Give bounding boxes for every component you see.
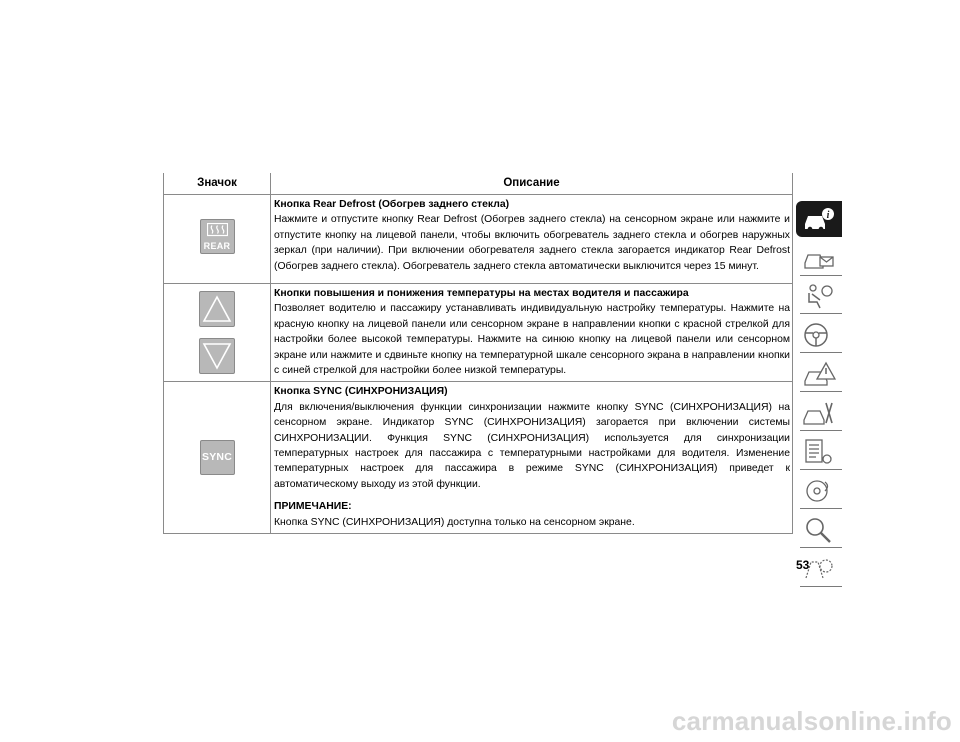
sync-icon (200, 440, 235, 475)
tab-car-info[interactable] (796, 201, 842, 237)
row-body: Для включения/выключения функции синхронизации нажмите кнопку SYNC (СИНХРОНИЗАЦИЯ) на сенсорном экране. Индикатор SYNC (СИНХРОНИЗАЦИЯ) загорается при включении системы СИНХРОНИЗАЦИИ. Функция SYNC (СИНХРОНИЗАЦИЯ) используется для синхронизации температурных настроек для пассажира с температурными настройками для водителя. Изменение температурных настроек для пассажира в режиме SYNC (СИНХРОНИЗАЦИЯ) приведет к автоматическому выходу из этой функции. (274, 401, 790, 490)
specifications-icon (802, 437, 836, 467)
tab-steering-wheel[interactable] (796, 317, 842, 353)
sync-label: SYNC (202, 451, 232, 464)
tab-car-service[interactable] (796, 395, 842, 431)
note-body: Кнопка SYNC (СИНХРОНИЗАЦИЯ) доступна только на сенсорном экране. (274, 516, 635, 528)
table-row (164, 382, 793, 534)
rear-label: REAR (203, 240, 231, 251)
header-icon-column: Значок (164, 173, 271, 195)
icon-cell (164, 382, 271, 534)
info-table (163, 173, 793, 534)
car-service-icon (802, 398, 836, 428)
seat-safety-icon (802, 281, 836, 311)
row-body: Нажмите и отпустите кнопку Rear Defrost (Обогрев заднего стекла) на сенсорном экране или нажмите и отпустите кнопку на лицевой панели, чтобы включить обогреватель заднего стекла и обогрев наружных зеркал (при наличии). При включении обогревателя заднего стекла загорается индикатор Rear Defrost (Обогрев заднего стекла). Обогреватель заднего стекла автоматически выключится через 15 минут. (274, 214, 790, 272)
car-info-icon (802, 204, 836, 234)
description-cell (271, 284, 793, 382)
description-cell (271, 195, 793, 284)
table-row (164, 195, 793, 284)
row-body: Позволяет водителю и пассажиру устанавливать индивидуальную настройку температуры. Нажмите на красную кнопку на лицевой панели или сенсорном экране в направлении кнопки с красной стрелкой для настройки более высокой температуры. Нажмите на синюю кнопку на лицевой панели или сенсорном экране или нажмите и сдвиньте кнопку на температурной шкале сенсорного экрана в направлении кнопки с синей стрелкой для настройки более низкой температуры. (274, 303, 790, 377)
table-header-row (164, 173, 793, 195)
icon-cell (164, 195, 271, 284)
table-row (164, 284, 793, 382)
temperature-down-icon (199, 338, 235, 374)
temperature-up-icon (199, 291, 235, 327)
row-title: Кнопки повышения и понижения температуры на местах водителя и пассажира (274, 288, 689, 299)
tab-car-mail[interactable] (796, 240, 842, 276)
rear-defrost-icon (200, 219, 235, 254)
header-description-column: Описание (271, 173, 793, 195)
page-number: 53 (796, 558, 810, 572)
tab-specifications[interactable] (796, 434, 842, 470)
heat-waves-icon (207, 223, 228, 237)
note-title: ПРИМЕЧАНИЕ: (274, 501, 352, 513)
multimedia-icon (802, 476, 836, 506)
row-title: Кнопка Rear Defrost (Обогрев заднего стекла) (274, 199, 510, 210)
tab-multimedia[interactable] (796, 473, 842, 509)
car-mail-icon (802, 243, 836, 273)
svg-text:i: i (826, 210, 830, 221)
tab-car-warning[interactable] (796, 356, 842, 392)
search-icon (802, 515, 836, 545)
tab-search[interactable] (796, 512, 842, 548)
icon-cell (164, 284, 271, 382)
tab-seat-safety[interactable] (796, 278, 842, 314)
car-warning-icon (802, 359, 836, 389)
description-cell (271, 382, 793, 534)
steering-wheel-icon (802, 320, 836, 350)
row-title: Кнопка SYNC (СИНХРОНИЗАЦИЯ) (274, 386, 448, 398)
watermark: carmanualsonline.info (671, 706, 952, 736)
